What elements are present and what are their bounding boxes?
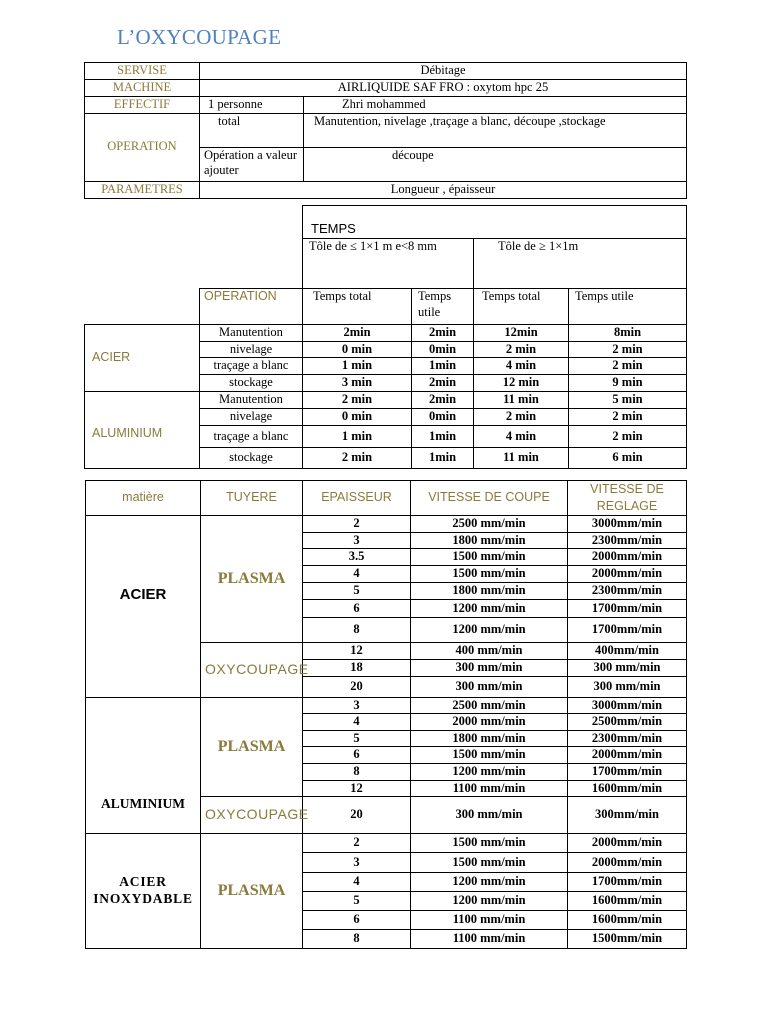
- vitesse-coupe-cell: 1800 mm/min: [411, 532, 568, 549]
- tuyere-label: OXYCOUPAGE: [201, 797, 303, 834]
- epaisseur-cell: 2: [303, 834, 411, 853]
- cell: 0min: [412, 341, 474, 358]
- header-vitesse-reglage: VITESSE DE REGLAGE: [568, 481, 687, 516]
- vitesse-coupe-cell: 1800 mm/min: [411, 582, 568, 599]
- epaisseur-cell: 6: [303, 911, 411, 930]
- vitesse-coupe-cell: 300 mm/min: [411, 797, 568, 834]
- cell: 2 min: [474, 408, 569, 425]
- vitesse-reglage-cell: 1600mm/min: [568, 892, 687, 911]
- operation-name: traçage a blanc: [200, 425, 303, 447]
- epaisseur-cell: 3: [303, 697, 411, 714]
- header-vitesse-coupe: VITESSE DE COUPE: [411, 481, 568, 516]
- cell: 2 min: [569, 425, 687, 447]
- cell: 0 min: [303, 408, 412, 425]
- cell: 0min: [412, 408, 474, 425]
- epaisseur-cell: 5: [303, 582, 411, 599]
- epaisseur-cell: 4: [303, 873, 411, 892]
- vitesse-coupe-cell: 300 mm/min: [411, 659, 568, 676]
- cell: 2min: [412, 374, 474, 391]
- cell: 1min: [412, 425, 474, 447]
- epaisseur-cell: 20: [303, 676, 411, 697]
- epaisseur-cell: 4: [303, 714, 411, 731]
- material-label: ACIER: [85, 325, 200, 392]
- vitesse-reglage-cell: 300 mm/min: [568, 676, 687, 697]
- table-row: [86, 697, 687, 714]
- cell: 2min: [412, 325, 474, 342]
- vitesse-reglage-cell: 2300mm/min: [568, 582, 687, 599]
- cell: 11 min: [474, 447, 569, 468]
- vitesse-reglage-cell: 300mm/min: [568, 797, 687, 834]
- large-sheet-label: Tôle de ≥ 1×1m: [474, 239, 687, 289]
- cell: 2 min: [303, 447, 412, 468]
- cell: 3 min: [303, 374, 412, 391]
- cell: 1min: [412, 358, 474, 375]
- header-epaisseur: EPAISSEUR: [303, 481, 411, 516]
- temps-table: [84, 205, 687, 469]
- machine-value: AIRLIQUIDE SAF FRO : oxytom hpc 25: [200, 80, 687, 97]
- cell: 2 min: [569, 341, 687, 358]
- cell: 2 min: [569, 358, 687, 375]
- vitesse-reglage-cell: 3000mm/min: [568, 516, 687, 533]
- vitesse-coupe-cell: 1200 mm/min: [411, 764, 568, 781]
- epaisseur-cell: 18: [303, 659, 411, 676]
- epaisseur-cell: 12: [303, 780, 411, 797]
- operation-col-header: OPERATION: [200, 289, 303, 325]
- vitesse-coupe-cell: 300 mm/min: [411, 676, 568, 697]
- cell: 6 min: [569, 447, 687, 468]
- cell: 2 min: [569, 408, 687, 425]
- cell: 2 min: [303, 391, 412, 408]
- operation-name: nivelage: [200, 341, 303, 358]
- epaisseur-cell: 8: [303, 930, 411, 949]
- vitesse-reglage-cell: 2000mm/min: [568, 834, 687, 853]
- valeur-value: découpe: [304, 147, 687, 181]
- epaisseur-cell: 3: [303, 853, 411, 873]
- epaisseur-cell: 3: [303, 532, 411, 549]
- cell: 0 min: [303, 341, 412, 358]
- total-label: total: [200, 113, 304, 147]
- vitesse-coupe-cell: 1800 mm/min: [411, 730, 568, 747]
- page-title: L’OXYCOUPAGE: [117, 25, 282, 49]
- vitesse-coupe-cell: 2500 mm/min: [411, 516, 568, 533]
- col-temps-total-small: Temps total: [303, 289, 412, 325]
- operation-name: Manutention: [200, 325, 303, 342]
- vitesse-reglage-cell: 2000mm/min: [568, 566, 687, 583]
- material-label: ACIER: [86, 516, 201, 698]
- operation-name: stockage: [200, 447, 303, 468]
- epaisseur-cell: 5: [303, 892, 411, 911]
- vitesse-coupe-cell: 1100 mm/min: [411, 911, 568, 930]
- epaisseur-cell: 4: [303, 566, 411, 583]
- cell: 4 min: [474, 425, 569, 447]
- cell: 12min: [474, 325, 569, 342]
- vitesse-reglage-cell: 400mm/min: [568, 642, 687, 659]
- cell: 8min: [569, 325, 687, 342]
- cell: 5 min: [569, 391, 687, 408]
- vitesse-reglage-cell: 2000mm/min: [568, 747, 687, 764]
- material-label: ALUMINIUM: [85, 391, 200, 468]
- vitesse-reglage-cell: 1700mm/min: [568, 599, 687, 617]
- material-label: ALUMINIUM: [86, 697, 201, 834]
- vitesse-coupe-cell: 1200 mm/min: [411, 892, 568, 911]
- vitesse-coupe-cell: 1500 mm/min: [411, 747, 568, 764]
- vitesse-coupe-cell: 1200 mm/min: [411, 617, 568, 642]
- operation-name: nivelage: [200, 408, 303, 425]
- epaisseur-cell: 8: [303, 617, 411, 642]
- col-temps-utile-small: Temps utile: [412, 289, 474, 325]
- vitesse-reglage-cell: 1700mm/min: [568, 764, 687, 781]
- operation-label: OPERATION: [85, 113, 200, 181]
- vitesse-coupe-cell: 1500 mm/min: [411, 834, 568, 853]
- vitesse-reglage-cell: 2300mm/min: [568, 730, 687, 747]
- cell: 9 min: [569, 374, 687, 391]
- vitesse-reglage-cell: 2000mm/min: [568, 853, 687, 873]
- effectif-name: Zhri mohammed: [304, 96, 687, 113]
- material-label: ACIER INOXYDABLE: [86, 834, 201, 949]
- table-row: [86, 834, 687, 853]
- operation-name: traçage a blanc: [200, 358, 303, 375]
- table-row: [86, 516, 687, 533]
- tuyere-label: PLASMA: [201, 697, 303, 797]
- vitesse-reglage-cell: 1600mm/min: [568, 780, 687, 797]
- parametres-label: PARAMETRES: [85, 181, 200, 198]
- info-table: [84, 62, 687, 199]
- effectif-count: 1 personne: [200, 96, 304, 113]
- valeur-label: Opération a valeur ajouter: [200, 147, 304, 181]
- tuyere-label: PLASMA: [201, 516, 303, 643]
- epaisseur-cell: 2: [303, 516, 411, 533]
- vitesse-reglage-cell: 3000mm/min: [568, 697, 687, 714]
- vitesse-coupe-cell: 1200 mm/min: [411, 599, 568, 617]
- col-temps-utile-large: Temps utile: [569, 289, 687, 325]
- vitesse-coupe-cell: 1500 mm/min: [411, 853, 568, 873]
- effectif-label: EFFECTIF: [85, 96, 200, 113]
- col-temps-total-large: Temps total: [474, 289, 569, 325]
- vitesse-coupe-cell: 1100 mm/min: [411, 780, 568, 797]
- epaisseur-cell: 5: [303, 730, 411, 747]
- epaisseur-cell: 20: [303, 797, 411, 834]
- total-value: Manutention, nivelage ,traçage a blanc, découpe ,stockage: [304, 113, 687, 147]
- vitesse-coupe-cell: 1100 mm/min: [411, 930, 568, 949]
- vitesse-reglage-cell: 2500mm/min: [568, 714, 687, 731]
- cell: 1 min: [303, 425, 412, 447]
- header-tuyere: TUYERE: [201, 481, 303, 516]
- epaisseur-cell: 8: [303, 764, 411, 781]
- cell: 2min: [412, 391, 474, 408]
- servise-label: SERVISE: [85, 63, 200, 80]
- vitesse-reglage-cell: 1700mm/min: [568, 617, 687, 642]
- temps-header: TEMPS: [303, 206, 687, 239]
- vitesse-coupe-cell: 1500 mm/min: [411, 549, 568, 566]
- cell: 1 min: [303, 358, 412, 375]
- vitesse-coupe-cell: 2500 mm/min: [411, 697, 568, 714]
- vitesse-table: [85, 480, 687, 949]
- cell: 4 min: [474, 358, 569, 375]
- cell: 11 min: [474, 391, 569, 408]
- epaisseur-cell: 12: [303, 642, 411, 659]
- tuyere-label: OXYCOUPAGE: [201, 642, 303, 697]
- vitesse-reglage-cell: 1600mm/min: [568, 911, 687, 930]
- table-row: [85, 325, 687, 342]
- epaisseur-cell: 6: [303, 747, 411, 764]
- servise-value: Débitage: [200, 63, 687, 80]
- vitesse-reglage-cell: 2000mm/min: [568, 549, 687, 566]
- vitesse-reglage-cell: 2300mm/min: [568, 532, 687, 549]
- cell: 2min: [303, 325, 412, 342]
- table-row: [85, 391, 687, 408]
- cell: 12 min: [474, 374, 569, 391]
- parametres-value: Longueur , épaisseur: [200, 181, 687, 198]
- tuyere-label: PLASMA: [201, 834, 303, 949]
- cell: 1min: [412, 447, 474, 468]
- vitesse-coupe-cell: 2000 mm/min: [411, 714, 568, 731]
- operation-name: Manutention: [200, 391, 303, 408]
- operation-name: stockage: [200, 374, 303, 391]
- header-matiere: matière: [86, 481, 201, 516]
- vitesse-coupe-cell: 1500 mm/min: [411, 566, 568, 583]
- epaisseur-cell: 3.5: [303, 549, 411, 566]
- vitesse-reglage-cell: 300 mm/min: [568, 659, 687, 676]
- vitesse-reglage-cell: 1700mm/min: [568, 873, 687, 892]
- vitesse-coupe-cell: 1200 mm/min: [411, 873, 568, 892]
- vitesse-coupe-cell: 400 mm/min: [411, 642, 568, 659]
- epaisseur-cell: 6: [303, 599, 411, 617]
- small-sheet-label: Tôle de ≤ 1×1 m e<8 mm: [303, 239, 474, 289]
- cell: 2 min: [474, 341, 569, 358]
- vitesse-reglage-cell: 1500mm/min: [568, 930, 687, 949]
- machine-label: MACHINE: [85, 80, 200, 97]
